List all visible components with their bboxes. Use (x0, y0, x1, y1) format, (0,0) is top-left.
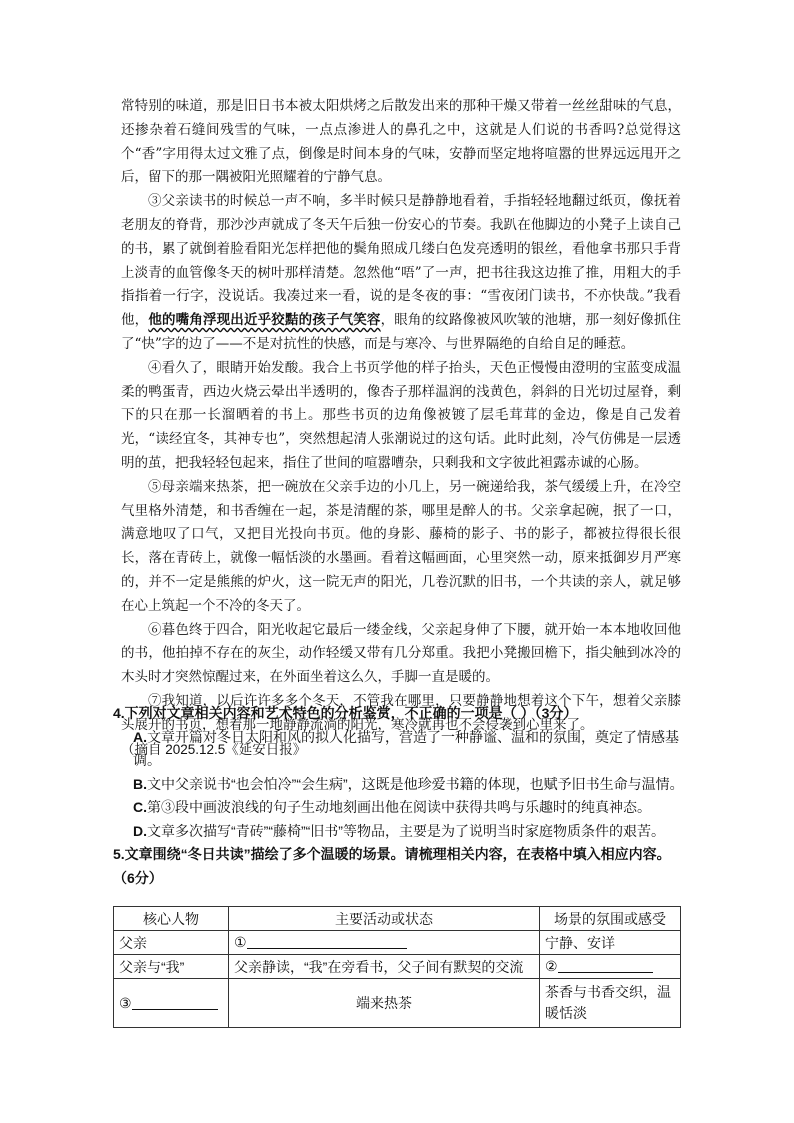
wavy-underlined-sentence: 他的嘴角浮现出近乎狡黠的孩子气笑容 (148, 312, 381, 329)
paragraph-3-text-after: ，眼角的纹路像被风吹皱的池塘，那一刻好像抓住了“快”字的边了——不是对抗性的快感，而是与寒冷、与世界隔绝的自给自足的睡惹。 (121, 312, 682, 352)
question-section (113, 702, 685, 890)
table-header-cell: 核心人物 (114, 907, 229, 931)
answer-table (113, 906, 681, 1028)
paragraph-3-text-before: ③父亲读书的时候总一声不响，多半时候只是静静地看着，手指轻轻地翻过纸页，像抚着老朋友的脊背，那沙沙声就成了冬天午后独一份安心的节奏。我趴在他脚边的小凳子上读自己的书，累了就倒着脸看阳光怎样把他的鬓角照成几缕白色发亮透明的银丝，看他拿书那只手背上淡青的血管像冬天的树叶那样清楚。忽然他“唔”了一声，把书往我这边推了推，用粗大的手指指着一行字，没说话。我凑过来一看，说的是冬夜的事：“雪夜闭门读书，不亦快哉。”我看他， (121, 193, 681, 329)
table-row (114, 955, 681, 979)
article-source: （摘自 2025.12.5《延安日报》 (121, 741, 307, 757)
question-4-option-c (113, 796, 685, 820)
question-4-text: 4.下列对文章相关内容和艺术特色的分析鉴赏，不正确的一项是（ ）（3分） (113, 705, 578, 721)
blank-marker: ③ (119, 994, 132, 1011)
article-paragraph-6: ⑥暮色终于四合，阳光收起它最后一缕金线，父亲起身伸了下腰，就开始一本本地收回他的书，他拍掉不存在的灰尘，动作轻缓又带有几分郑重。我把小凳搬回檐下，指尖触到冰冷的木头时才突然惊醒过来，在外面坐着这么久，手脚一直是暖的。 (121, 621, 681, 686)
question-4-stem (113, 702, 685, 726)
article-paragraph-7: ⑦我知道，以后许许多多个冬天，不管我在哪里，只要静静地想着这个下午，想着父亲膝头展开的书页，想着那一地静静流淌的阳光，寒冷就再也不会侵袭到心里来了。 (121, 692, 681, 733)
answer-blank-cell[interactable] (114, 979, 229, 1028)
question-4-option-b (113, 773, 685, 797)
table-cell: 父亲 (114, 931, 229, 955)
table-header-row (114, 907, 681, 931)
option-b-text: 文中父亲说书“也会怕冷”“会生病”，这既是他珍爱书籍的体现，也赋予旧书生命与温情。 (147, 775, 684, 792)
table-cell: 端来热茶 (229, 979, 540, 1028)
blank-marker: ① (234, 934, 247, 950)
table-cell: 父亲与“我” (114, 955, 229, 979)
option-c-text: 第③段中画波浪线的句子生动地刻画出他在阅读中获得共鸣与乐趣时的纯真神态。 (147, 799, 651, 815)
article-excerpt (121, 95, 681, 761)
answer-blank-line[interactable] (558, 958, 653, 973)
table-header-cell: 场景的氛围或感受 (540, 907, 681, 931)
option-a-text: 文章开篇对冬日太阳和风的拟人化描写，营造了一种静谧、温和的氛围，奠定了情感基调。 (133, 728, 679, 768)
article-paragraph-1: 常特别的味道，那是旧日书本被太阳烘烤之后散发出来的那种干燥又带着一丝丝甜味的气息，还掺杂着石缝间残雪的气味，一点点渗进人的鼻孔之中，这就是人们说的书香吗?总觉得这个“香”字用得太过文雅了点，倒像是时间本身的气味，安静而坚定地将喧嚣的世界远远甩开之后，留下的那一隅被阳光照耀着的宁静气息。 (121, 98, 681, 186)
answer-blank-line[interactable] (247, 934, 407, 949)
blank-marker: ② (545, 958, 558, 974)
question-4-option-d (113, 820, 685, 844)
answer-blank-line[interactable] (132, 995, 218, 1010)
article-paragraph-3 (121, 190, 681, 357)
question-5-stem (113, 843, 685, 890)
table-row (114, 979, 681, 1028)
option-c-key: C. (133, 799, 147, 815)
table-row (114, 931, 681, 955)
option-d-text: 文章多次描写“青砖”“藤椅”“旧书”等物品，主要是为了说明当时家庭物质条件的艰苦。 (147, 822, 665, 839)
article-paragraph-5: ⑤母亲端来热茶，把一碗放在父亲手边的小几上，另一碗递给我，茶气缓缓上升，在冷空气里格外清楚，和书香缠在一起，茶是清醒的茶，哪里是醉人的书。父亲拿起碗，抿了一口，满意地叹了口气，又把目光投向书页。他的身影、藤椅的影子、书的影子，都被拉得很长很长，落在青砖上，就像一幅恬淡的水墨画。看着这幅画面，心里突然一动，原来抵御岁月严寒的，并不一定是熊熊的炉火，这一院无声的阳光，几卷沉默的旧书，一个共读的亲人，就足够在心上筑起一个不冷的冬天了。 (121, 478, 681, 614)
article-paragraph-4: ④看久了，眼睛开始发酸。我合上书页学他的样子抬头，天色正慢慢由澄明的宝蓝变成温柔的鸭蛋青，西边火烧云晕出半透明的，像杏子那样温润的浅黄色，斜斜的日光切过屋脊，剩下的只在那一长溜晒着的书上。那些书页的边角像被镀了层毛茸茸的金边，像是自己发着光，“读经宜冬，其神专也”，突然想起清人张潮说过的这句话。此时此刻，冷气仿佛是一层透明的茧，把我轻轻包起来，指住了世间的喧嚣嘈杂，只剩我和文字彼此袒露赤诚的心肠。 (121, 359, 681, 471)
table-cell: 父亲静读，“我”在旁看书，父子间有默契的交流 (229, 955, 540, 979)
option-b-key: B. (133, 775, 147, 792)
answer-blank-cell[interactable] (540, 955, 681, 979)
answer-blank-cell[interactable] (229, 931, 540, 955)
table-header-cell: 主要活动或状态 (229, 907, 540, 931)
table-cell: 宁静、安详 (540, 931, 681, 955)
option-a-key: A. (133, 728, 147, 745)
question-5-text: 5.文章围绕“冬日共读”描绘了多个温暖的场景。请梳理相关内容，在表格中填入相应内容。（6分） (113, 846, 671, 886)
option-d-key: D. (133, 822, 147, 839)
question-4-option-a (113, 726, 685, 773)
table-cell: 茶香与书香交织，温暖恬淡 (540, 979, 681, 1028)
